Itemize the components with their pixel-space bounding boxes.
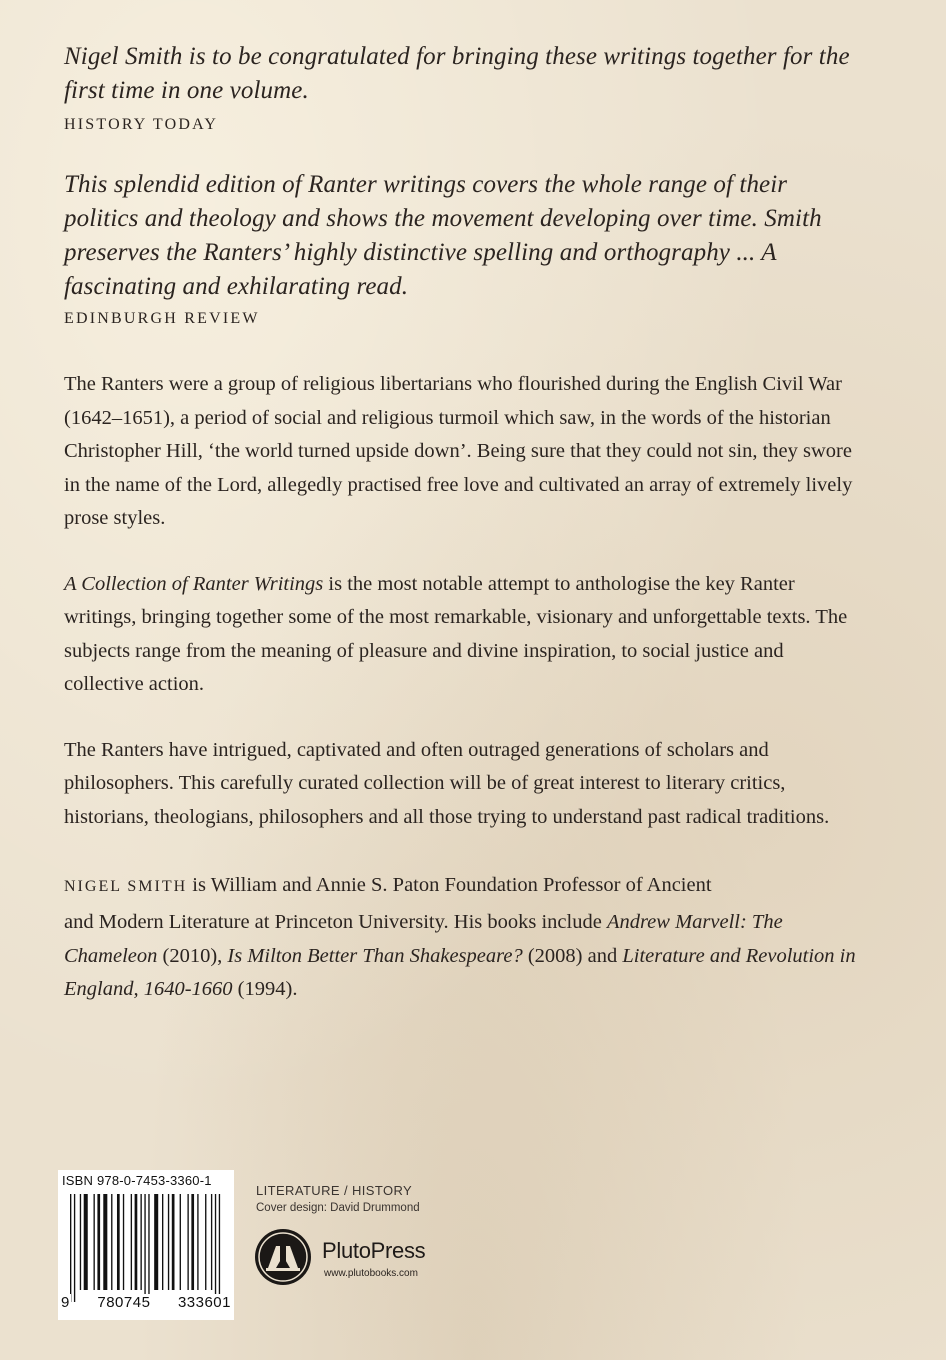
book-meta	[256, 1183, 420, 1214]
barcode-bar-18	[172, 1194, 175, 1290]
bio-line-2: and Modern Literature at Princeton University. His books include	[64, 911, 607, 933]
blurb-paragraph-1: The Ranters were a group of religious libertarians who flourished during the English Civil War (1642–1651), a period of social and religious turmoil which saw, in the words of the historian Christopher Hill, ‘the world turned upside down’. Being sure that they could not sin, they swore in the name of the Lord, allegedly practised free love and cultivated an array of extremely lively prose styles.	[64, 373, 853, 529]
barcode-bar-1	[74, 1194, 75, 1302]
pluto-press-logo-icon	[254, 1228, 312, 1286]
barcode-bar-19	[180, 1194, 181, 1290]
bio-year-1: (2010),	[157, 944, 228, 967]
publisher-name: PlutoPress	[322, 1238, 426, 1263]
barcode-bar-17	[168, 1194, 169, 1290]
barcode-bar-8	[117, 1194, 120, 1290]
barcode-bar-7	[111, 1194, 112, 1290]
barcode-bar-0	[70, 1194, 71, 1302]
blurb-paragraph-2	[64, 568, 864, 702]
cover-design-credit: Cover design: David Drummond	[256, 1202, 420, 1214]
barcode-digits-right: 333601	[177, 1294, 231, 1311]
book-title: A Collection of Ranter Writings	[64, 572, 324, 595]
barcode-bar-16	[162, 1194, 163, 1290]
review-quote-2: This splendid edition of Ranter writings covers the whole range of their politics and theology and shows the movement developing over time. Smith preserves the Ranters’ highly distinctive spelling and orthography ... A fascinating and exhilarating read.	[64, 171, 822, 300]
bio-book-3: Literature and Revolution in England, 1640-1660	[64, 944, 856, 1000]
barcode-bar-15	[154, 1194, 158, 1290]
barcode-bar-21	[191, 1194, 194, 1290]
bio-line-1: is William and Annie S. Paton Foundation Professor of Ancient	[187, 874, 712, 896]
barcode-bar-4	[93, 1194, 94, 1290]
review-source-1: HISTORY TODAY	[64, 116, 219, 133]
author-bio	[64, 866, 864, 1007]
review-source-2: EDINBURGH REVIEW	[64, 310, 260, 327]
isbn-barcode	[58, 1170, 234, 1320]
barcode-bar-2	[80, 1194, 81, 1290]
barcode-bar-11	[135, 1194, 138, 1290]
barcode-bar-5	[97, 1194, 100, 1290]
barcode-bar-10	[131, 1194, 132, 1290]
publisher-block	[254, 1228, 474, 1292]
barcode-bar-6	[103, 1194, 107, 1290]
bio-book-2: Is Milton Better Than Shakespeare?	[227, 944, 523, 967]
barcode-bar-14	[148, 1194, 149, 1302]
book-category: LITERATURE / HISTORY	[256, 1183, 413, 1198]
barcode-bar-12	[140, 1194, 141, 1290]
barcode-bar-22	[197, 1194, 198, 1290]
barcode-digit-first: 9	[61, 1294, 70, 1311]
barcode-bar-9	[123, 1194, 124, 1290]
barcode-bars	[68, 1194, 228, 1302]
bio-year-2: (2008) and	[522, 944, 623, 967]
barcode-bar-26	[219, 1194, 220, 1302]
blurb-paragraph-3: The Ranters have intrigued, captivated and often outraged generations of scholars and philosophers. This carefully curated collection will be of great interest to literary critics, historians, theologians, philosophers and all those trying to understand past radical traditions.	[64, 738, 830, 828]
barcode-digits	[60, 1294, 232, 1311]
isbn-label: ISBN 978-0-7453-3360-1	[62, 1173, 212, 1188]
barcode-bar-3	[84, 1194, 88, 1290]
barcode-bar-23	[205, 1194, 206, 1290]
blurb-paragraph-2-text: is the most notable attempt to anthologise the key Ranter writings, bringing together some of the most remarkable, visionary and unforgettable texts. The subjects range from the meaning of pleasure and divine inspiration, to social justice and collective action.	[64, 572, 848, 695]
review-quote-1: Nigel Smith is to be congratulated for bringing these writings together for the first time in one volume.	[64, 43, 850, 104]
publisher-url: www.plutobooks.com	[324, 1268, 418, 1279]
author-name: NIGEL SMITH	[64, 878, 188, 895]
bio-year-3: (1994).	[232, 978, 298, 1000]
barcode-bar-13	[144, 1194, 145, 1302]
barcode-bar-24	[211, 1194, 212, 1290]
barcode-digits-left: 780745	[97, 1294, 151, 1311]
bio-book-1: Andrew Marvell: The Chameleon	[64, 911, 783, 967]
back-cover-text	[64, 40, 864, 1007]
barcode-bar-20	[187, 1194, 188, 1290]
barcode-bar-25	[215, 1194, 216, 1302]
